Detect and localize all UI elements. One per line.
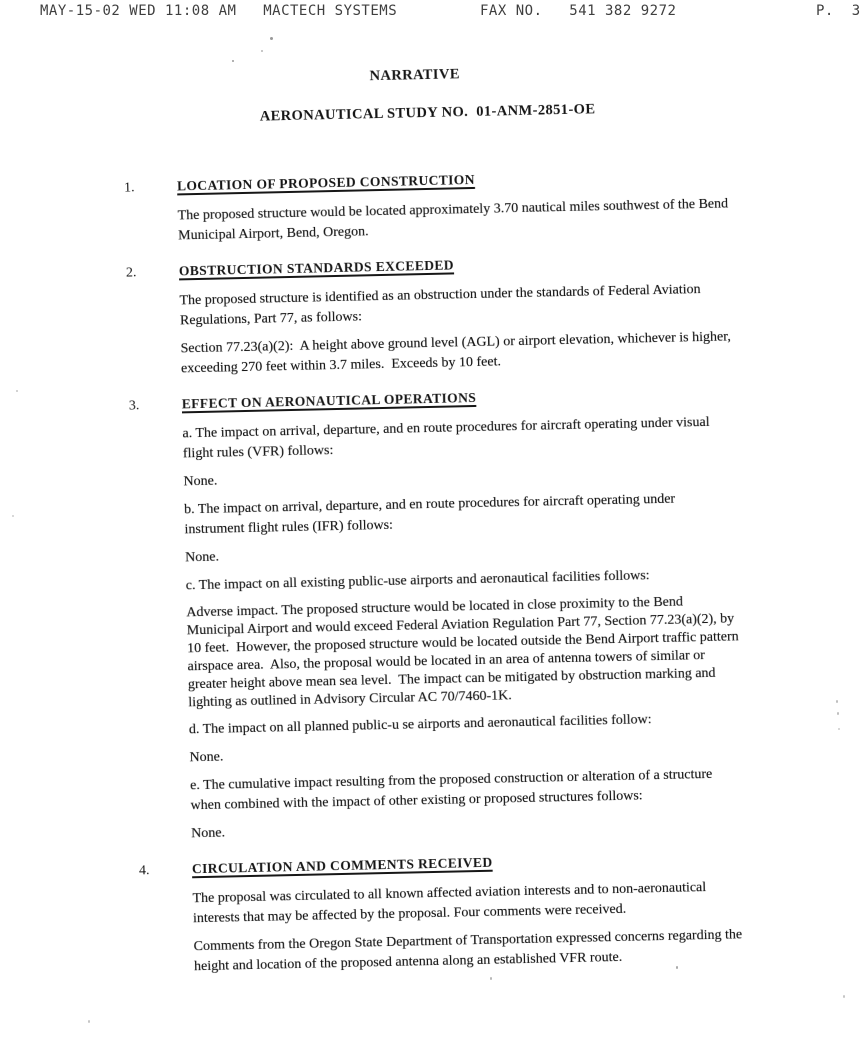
paragraph-none: None. — [189, 749, 224, 766]
paragraph: Comments from the Oregon State Department of Transportation expressed concerns regarding the height and location of the proposed antenna along an established VFR route. — [193, 927, 746, 975]
document-title — [0, 57, 831, 151]
fax-timestamp-sender: MAY-15-02 WED 11:08 AM MACTECH SYSTEMS — [40, 3, 398, 19]
section-heading: EFFECT ON AERONAUTICAL OPERATIONS — [181, 389, 477, 412]
paragraph-none: None. — [185, 549, 220, 566]
section-number: 3. — [128, 398, 140, 414]
title-line-1: NARRATIVE — [369, 66, 461, 85]
document-body — [0, 56, 864, 989]
section-3-effect-on-operations — [7, 380, 864, 856]
scan-speck — [12, 515, 14, 517]
section-heading: OBSTRUCTION STANDARDS EXCEEDED — [178, 257, 455, 279]
paragraph-item-e: e. The cumulative impact resulting from the proposed construction or alteration of a structure when combined with the impact of other existing or proposed structures follows: — [189, 766, 716, 814]
section-2-obstruction-standards — [4, 247, 864, 391]
section-body — [192, 848, 747, 985]
fax-number: FAX NO. 541 382 9272 — [480, 3, 677, 19]
section-number: 4. — [138, 863, 150, 879]
title-line-2: AERONAUTICAL STUDY NO. 01-ANM-2851-OE — [259, 101, 596, 125]
section-body — [182, 383, 744, 852]
paragraph: The proposed structure is identified as an obstruction under the standards of Federal Aviation Regulations, Part 77, as follows: — [179, 281, 705, 329]
section-body — [179, 250, 734, 387]
paragraph: Section 77.23(a)(2): A height above ground level (AGL) or airport elevation, whichever is higher, exceeding 270 feet within 3.7 miles. Exceeds by 10 feet. — [180, 329, 735, 377]
scan-speck — [261, 50, 263, 52]
scan-speck — [836, 700, 838, 703]
scan-speck — [490, 977, 492, 980]
section-heading: CIRCULATION AND COMMENTS RECEIVED — [191, 854, 493, 877]
section-heading: LOCATION OF PROPOSED CONSTRUCTION — [176, 171, 476, 194]
fax-page-number: P. 3 — [816, 3, 861, 19]
scan-speck — [270, 37, 273, 40]
paragraph: The proposed structure would be located approximately 3.70 nautical miles southwest of the Bend Municipal Airport, Bend, Oregon. — [177, 196, 732, 244]
paragraph-item-d: d. The impact on all planned public-u se airports and aeronautical facilities follow: — [188, 712, 652, 738]
fax-header — [0, 3, 864, 25]
scan-speck — [676, 966, 678, 969]
paragraph-none: None. — [191, 825, 226, 842]
scan-speck — [16, 390, 18, 392]
section-number: 2. — [125, 265, 137, 281]
section-1-location — [2, 162, 864, 258]
scan-speck — [843, 995, 845, 998]
paragraph-none: None. — [183, 473, 218, 490]
scan-speck — [232, 60, 234, 62]
paragraph: The proposal was circulated to all known affected aviation interests and to non-aeronautical interests that may be affected by the proposal. Four comments were received. — [192, 879, 710, 927]
section-4-circulation-comments — [17, 845, 864, 989]
section-number: 1. — [123, 180, 135, 196]
paragraph-item-a: a. The impact on arrival, departure, and en route procedures for aircraft operating under visual flight rules (VFR) follows: — [182, 414, 714, 462]
section-body — [177, 165, 731, 254]
scan-speck — [88, 1020, 90, 1023]
paragraph-item-b: b. The impact on arrival, departure, and en route procedures for aircraft operating under instrument flight rules (IFR) follows: — [183, 491, 679, 538]
paragraph-item-c: c. The impact on all existing public-use airports and aeronautical facilities follows: — [185, 568, 650, 594]
paragraph-adverse-impact: Adverse impact. The proposed structure would be located in close proximity to the Bend Municipal Airport and would exceed Federal Aviation Regulation Part 77, Section 77.23(a)(2), by 10 feet. However, the proposed structure would be located outside the Bend Airport traffic pattern airspace area. Also, the proposal would be located in an area of antenna towers of similar or greater height above mean sea level. The impact can be mitigated by obstruction marking and lighting as outlined in Advisory Circular AC 70/7460-1K. — [186, 594, 743, 711]
scan-speck — [837, 712, 839, 715]
scan-speck — [838, 728, 840, 730]
